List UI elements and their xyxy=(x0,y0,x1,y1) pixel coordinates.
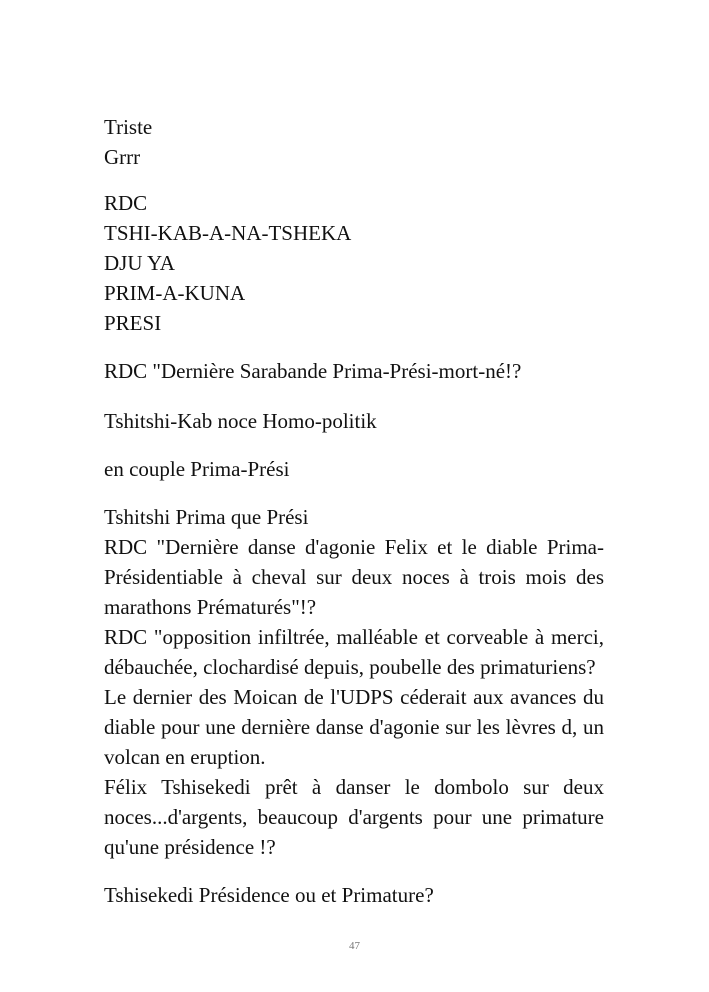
text-line: DJU YA xyxy=(104,251,175,275)
paragraph-opposition: RDC "opposition infiltrée, malléable et corveable à merci, débauchée, clochardisé depuis, poubelle des primaturiens? xyxy=(104,625,604,679)
text-line: PRIM-A-KUNA xyxy=(104,281,246,305)
text-line: PRESI xyxy=(104,311,162,335)
text-line-tshitshi-kab: Tshitshi-Kab noce Homo-politik xyxy=(104,409,377,433)
paragraph-derniere-danse: RDC "Dernière danse d'agonie Felix et le diable Prima-Présidentiable à cheval sur deux noces à trois mois des marathons Prématurés"!? xyxy=(104,535,604,619)
page-content xyxy=(104,112,604,910)
text-block-rdc-title xyxy=(104,188,604,338)
text-line: Grrr xyxy=(104,145,141,169)
text-line-presidence-primature: Tshisekedi Présidence ou et Primature? xyxy=(104,883,434,907)
text-line-tshitshi-prima: Tshitshi Prima que Prési xyxy=(104,505,309,529)
paragraph-felix: Félix Tshisekedi prêt à danser le dombolo sur deux noces...d'argents, beaucoup d'argents pour une primature qu'une présidence !? xyxy=(104,775,604,859)
paragraph-moican: Le dernier des Moican de l'UDPS céderait aux avances du diable pour une dernière danse d'agonie sur les lèvres d, un volcan en eruption. xyxy=(104,685,604,769)
text-block-triste xyxy=(104,112,604,172)
text-line: TSHI-KAB-A-NA-TSHEKA xyxy=(104,221,352,245)
text-block-main xyxy=(104,502,604,862)
page-number: 47 xyxy=(349,940,360,952)
text-line-en-couple: en couple Prima-Prési xyxy=(104,457,290,481)
text-line: RDC xyxy=(104,191,148,215)
text-line-derniere-sarabande: RDC "Dernière Sarabande Prima-Prési-mort-né!? xyxy=(104,359,522,383)
text-line: Triste xyxy=(104,115,153,139)
